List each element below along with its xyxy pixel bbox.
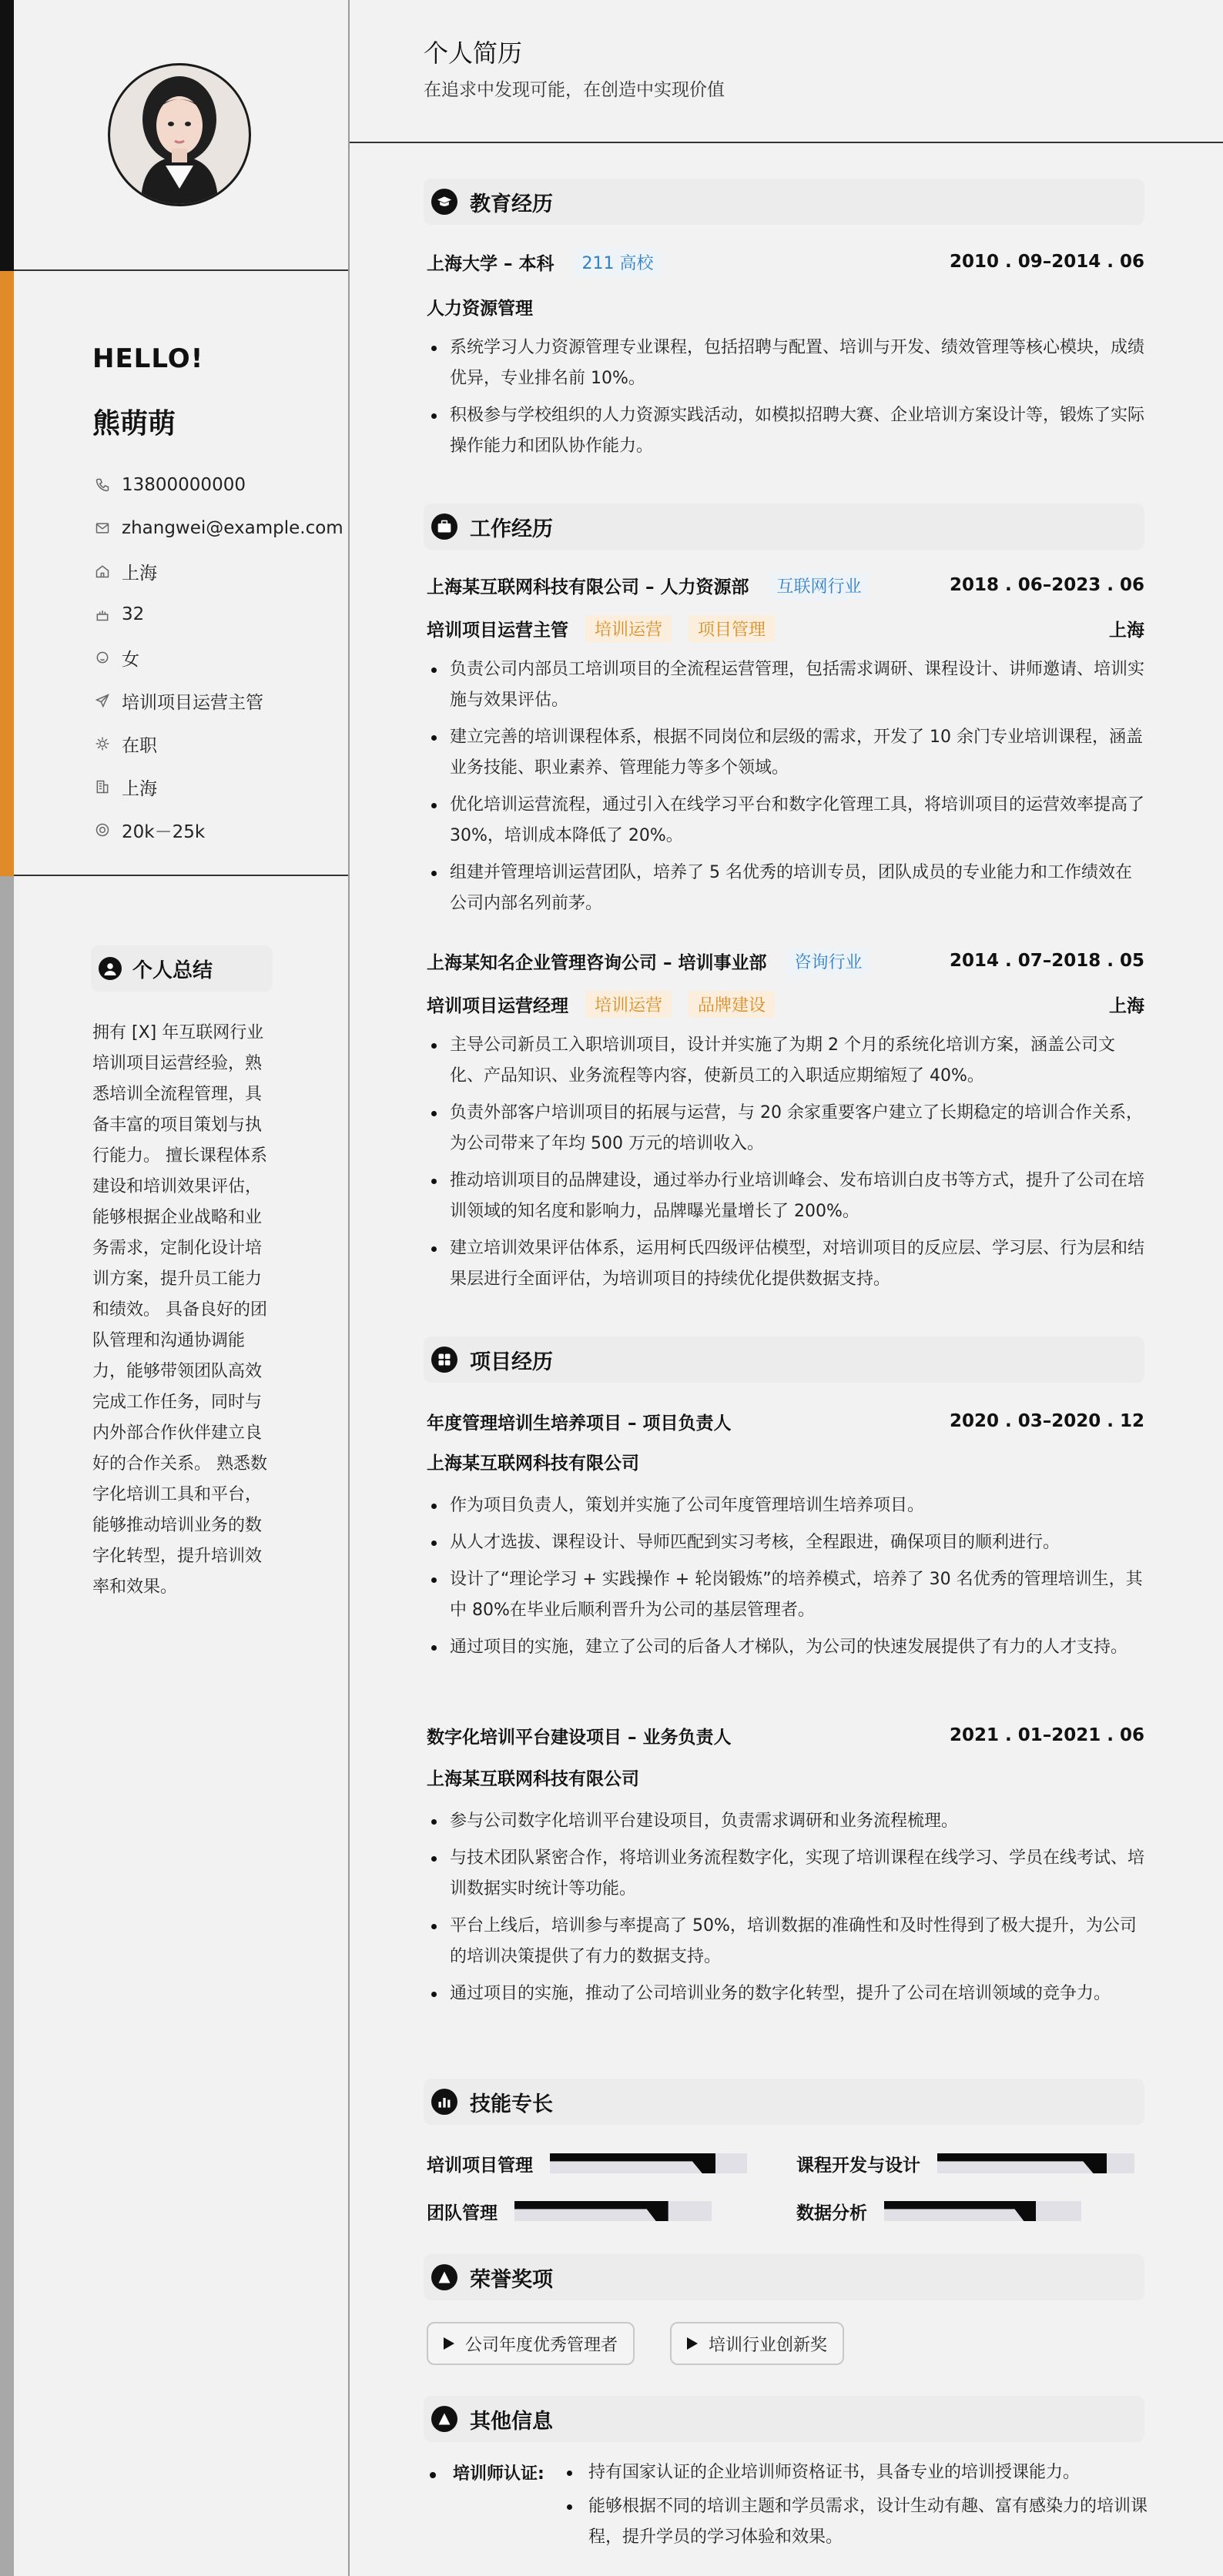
section-awards-heading <box>424 2254 1144 2300</box>
skill-fill <box>550 2153 715 2173</box>
bar-chart-icon <box>431 2089 457 2115</box>
sidebar-stripe-orange <box>0 271 14 876</box>
contact-gender <box>94 636 343 679</box>
section-education-heading <box>424 179 1144 225</box>
mail-icon <box>94 520 111 537</box>
building-icon <box>94 778 111 795</box>
skill-bar <box>937 2153 1134 2173</box>
page-title: 个人简历 <box>424 38 523 68</box>
job-position: 培训项目运营经理 <box>427 995 568 1016</box>
contact-email <box>94 507 343 550</box>
job-header <box>427 945 1144 976</box>
contact-email-text: zhangwei@example.com <box>122 518 343 538</box>
list-item: 主导公司新员工入职培训项目，设计并实施了为期 2 个月的系统化培训方案，涵盖公司文化、产品知识、业务流程等内容，使新员工的入职适应期缩短了 40%。 <box>427 1030 1144 1092</box>
person-name: 熊萌萌 <box>92 408 176 440</box>
skill-item <box>427 2148 747 2179</box>
contact-city <box>94 765 343 808</box>
education-date: 2010 . 09–2014 . 06 <box>949 252 1144 272</box>
job-bullets <box>427 1030 1144 1301</box>
section-title: 荣誉奖项 <box>470 2267 553 2292</box>
contact-status-text: 在职 <box>122 735 157 756</box>
section-title: 工作经历 <box>470 517 553 541</box>
list-item: 优化培训运营流程，通过引入在线学习平台和数字化管理工具，将培训项目的运营效率提高了 30%，培训成本降低了 20%。 <box>427 790 1144 851</box>
list-item: 参与公司数字化培训平台建设项目，负责需求调研和业务流程梳理。 <box>427 1806 1144 1837</box>
project-date: 2020 . 03–2020 . 12 <box>949 1411 1144 1431</box>
project-header <box>427 1406 1144 1437</box>
contact-home <box>94 550 343 593</box>
contact-status <box>94 722 343 765</box>
job-tag: 品牌建设 <box>689 991 775 1018</box>
avatar-portrait-icon <box>110 65 249 204</box>
job-header <box>427 570 1144 601</box>
list-item: 推动培训项目的品牌建设，通过举办行业培训峰会、发布培训白皮书等方式，提升了公司在培训领域的知名度和影响力，品牌曝光量增长了 200%。 <box>427 1166 1144 1227</box>
job-city: 上海 <box>1109 995 1144 1016</box>
skill-bar <box>514 2201 712 2221</box>
contact-position-text: 培训项目运营主管 <box>122 692 263 713</box>
skill-bar <box>550 2153 747 2173</box>
section-title: 技能专长 <box>470 2092 553 2116</box>
list-item: 建立培训效果评估体系，运用柯氏四级评估模型，对培训项目的反应层、学习层、行为层和结果层进行全面评估，为培训项目的持续优化提供数据支持。 <box>427 1233 1144 1295</box>
list-item: 积极参与学校组织的人力资源实践活动，如模拟招聘大赛、企业培训方案设计等，锻炼了实际操作能力和团队协作能力。 <box>427 400 1144 462</box>
contact-city-text: 上海 <box>122 778 157 799</box>
salary-icon <box>94 821 111 838</box>
skill-item <box>796 2196 1081 2226</box>
avatar <box>108 63 251 206</box>
skill-label: 数据分析 <box>796 2203 867 2223</box>
job-tag: 培训运营 <box>585 991 672 1018</box>
project-org: 上海某互联网科技有限公司 <box>427 1769 639 1789</box>
job-tag: 培训运营 <box>585 615 672 642</box>
other-key: 培训师认证: <box>427 2461 544 2484</box>
skill-fill <box>514 2201 668 2221</box>
list-item: 设计了“理论学习 + 实践操作 + 轮岗锻炼”的培养模式，培养了 30 名优秀的管理培训生，其中 80%在毕业后顺利晋升为公司的基层管理者。 <box>427 1564 1144 1626</box>
hello-heading: HELLO! <box>92 343 204 374</box>
sidebar-stripe-gray <box>0 876 14 2576</box>
summary-heading <box>91 945 273 992</box>
list-item: 负责外部客户培训项目的拓展与运营，与 20 余家重要客户建立了长期稳定的培训合作关系，为公司带来了年均 500 万元的培训收入。 <box>427 1098 1144 1159</box>
section-title: 其他信息 <box>470 2409 553 2434</box>
job-industry: 咨询行业 <box>787 948 870 975</box>
list-item: 通过项目的实施，推动了公司培训业务的数字化转型，提升了公司在培训领域的竞争力。 <box>427 1979 1144 2009</box>
job-position: 培训项目运营主管 <box>427 620 568 641</box>
page-subtitle: 在追求中发现可能，在创造中实现价值 <box>424 80 725 100</box>
contact-phone-text: 13800000000 <box>122 475 246 495</box>
graduation-cap-icon <box>431 189 457 215</box>
list-item: 系统学习人力资源管理专业课程，包括招聘与配置、培训与开发、绩效管理等核心模块，成绩优异，专业排名前 10%。 <box>427 333 1144 394</box>
section-projects-heading <box>424 1337 1144 1383</box>
section-title: 项目经历 <box>470 1350 553 1374</box>
project-bullets <box>427 1490 1144 1669</box>
list-item: 从人才选拔、课程设计、导师匹配到实习考核，全程跟进，确保项目的顺利进行。 <box>427 1527 1144 1558</box>
skill-fill <box>884 2201 1036 2221</box>
project-name: 数字化培训平台建设项目 – 业务负责人 <box>427 1727 732 1748</box>
skill-label: 团队管理 <box>427 2203 498 2223</box>
list-item: 通过项目的实施，建立了公司的后备人才梯队，为公司的快速发展提供了有力的人才支持。 <box>427 1632 1144 1663</box>
award-item <box>670 2322 844 2365</box>
job-city: 上海 <box>1109 620 1144 641</box>
job-company: 上海某互联网科技有限公司 – 人力资源部 <box>427 577 749 597</box>
award-item <box>427 2322 635 2365</box>
list-item: 负责公司内部员工培训项目的全流程运营管理，包括需求调研、课程设计、讲师邀请、培训实施与效果评估。 <box>427 654 1144 716</box>
project-header <box>427 1720 1144 1751</box>
skill-fill <box>937 2153 1107 2173</box>
play-icon <box>444 2337 454 2350</box>
resume-header <box>350 0 1223 143</box>
award-label: 公司年度优秀管理者 <box>465 2335 618 2355</box>
project-date: 2021 . 01–2021 . 06 <box>949 1725 1144 1745</box>
play-icon <box>687 2337 698 2350</box>
contact-list <box>94 463 343 851</box>
status-icon <box>94 735 111 752</box>
contact-age <box>94 593 343 636</box>
contact-phone <box>94 463 343 507</box>
skill-bar <box>884 2201 1081 2221</box>
age-icon <box>94 606 111 623</box>
major: 人力资源管理 <box>427 299 533 319</box>
grid-icon <box>431 1347 457 1373</box>
section-title: 教育经历 <box>470 192 553 216</box>
school-tag: 211 高校 <box>575 249 662 276</box>
main-content <box>350 0 1223 2576</box>
award-label: 培训行业创新奖 <box>709 2335 828 2355</box>
send-icon <box>94 692 111 709</box>
contact-zone <box>14 271 348 876</box>
section-skills-heading <box>424 2079 1144 2125</box>
list-item: 建立完善的培训课程体系，根据不同岗位和层级的需求，开发了 10 余门专业培训课程，涵盖业务技能、职业素养、管理能力等多个领域。 <box>427 722 1144 784</box>
award-icon <box>431 2264 457 2290</box>
project-name: 年度管理培训生培养项目 – 项目负责人 <box>427 1413 732 1434</box>
skill-label: 课程开发与设计 <box>796 2155 920 2176</box>
sidebar-stripe-black <box>0 0 14 271</box>
skill-item <box>427 2196 712 2226</box>
job-date: 2014 . 07–2018 . 05 <box>949 951 1144 971</box>
list-item: 与技术团队紧密合作，将培训业务流程数字化，实现了培训课程在线学习、学员在线考试、培训数据实时统计等功能。 <box>427 1843 1144 1905</box>
education-row <box>427 246 1144 277</box>
list-item: 持有国家认证的企业培训师资格证书，具备专业的培训授课能力。 <box>562 2457 1148 2488</box>
briefcase-icon <box>431 514 457 540</box>
summary-text: 拥有 [X] 年互联网行业培训项目运营经验，熟悉培训全流程管理，具备丰富的项目策划与执行能力。 擅长课程体系建设和培训效果评估，能够根据企业战略和业务需求，定制化设计培训方案，提升员工能力和绩效。 具备良好的团队管理和沟通协调能力，能够带领团队高效完成工作任务，同时与内外部合作伙伴建立良好的合作关系。 熟悉数字化培训工具和平台，能够推动培训业务的数字化转型，提升培训效率和效果。 <box>92 1023 267 1597</box>
job-date: 2018 . 06–2023 . 06 <box>949 575 1144 595</box>
sidebar <box>0 0 350 2576</box>
contact-home-text: 上海 <box>122 563 157 584</box>
skill-label: 培训项目管理 <box>427 2155 533 2176</box>
skill-item <box>796 2148 1134 2179</box>
list-item: 作为项目负责人，策划并实施了公司年度管理培训生培养项目。 <box>427 1490 1144 1521</box>
gender-icon <box>94 649 111 666</box>
contact-position <box>94 679 343 722</box>
project-org: 上海某互联网科技有限公司 <box>427 1454 639 1474</box>
education-bullets <box>427 333 1144 468</box>
other-bullets <box>562 2457 1148 2556</box>
contact-salary-text: 20k－25k <box>122 821 206 842</box>
phone-icon <box>94 477 111 493</box>
job-company: 上海某知名企业管理咨询公司 – 培训事业部 <box>427 952 767 973</box>
job-industry: 互联网行业 <box>769 572 870 599</box>
list-item: 平台上线后，培训参与率提高了 50%，培训数据的准确性和及时性得到了极大提升，为公司的培训决策提供了有力的数据支持。 <box>427 1911 1144 1972</box>
job-position-row <box>427 989 1144 1019</box>
project-bullets <box>427 1806 1144 2016</box>
home-icon <box>94 563 111 580</box>
school-name: 上海大学 – 本科 <box>427 253 555 274</box>
summary-title: 个人总结 <box>132 958 213 982</box>
contact-age-text: 32 <box>122 604 145 624</box>
list-item: 能够根据不同的培训主题和学员需求，设计生动有趣、富有感染力的培训课程，提升学员的学习体验和效果。 <box>562 2491 1148 2553</box>
contact-gender-text: 女 <box>122 649 139 670</box>
job-position-row <box>427 613 1144 644</box>
info-icon <box>431 2406 457 2432</box>
job-tag: 项目管理 <box>689 615 775 642</box>
section-other-heading <box>424 2396 1144 2442</box>
list-item: 组建并管理培训运营团队，培养了 5 名优秀的培训专员，团队成员的专业能力和工作绩效在公司内部名列前茅。 <box>427 858 1144 919</box>
photo-zone <box>14 0 348 271</box>
user-icon <box>99 957 122 980</box>
job-bullets <box>427 654 1144 925</box>
contact-salary <box>94 808 343 851</box>
section-work-heading <box>424 503 1144 550</box>
